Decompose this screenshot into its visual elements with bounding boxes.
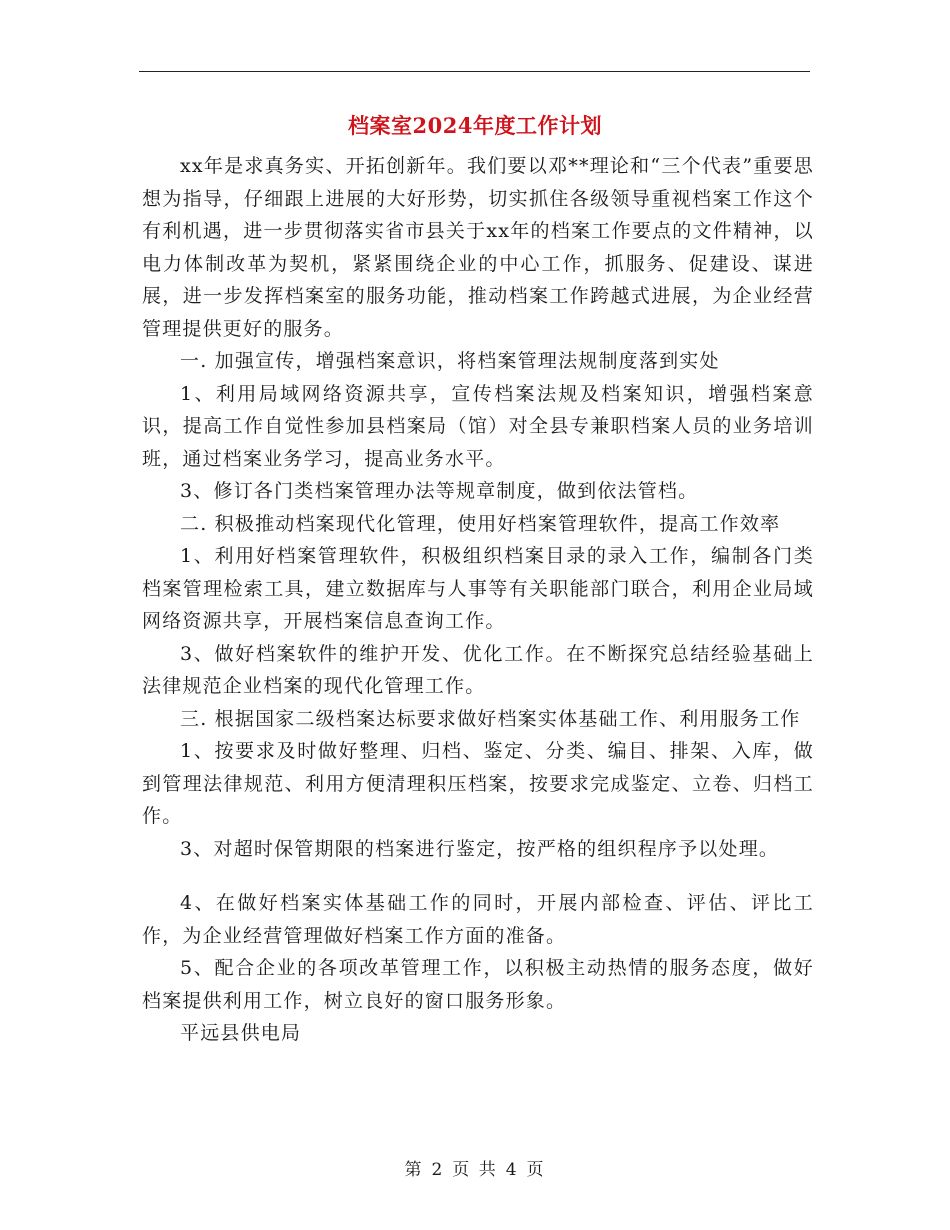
footer-middle: 页 共: [452, 1160, 498, 1180]
document-title: 档案室2024年度工作计划: [348, 113, 602, 138]
footer-prefix: 第: [404, 1160, 424, 1180]
paragraph-item: 1、按要求及时做好整理、归档、鉴定、分类、编目、排架、入库，做到管理法律规范、利用方便清理积压档案，按要求完成鉴定、立卷、归档工作。: [142, 740, 814, 827]
footer-suffix: 页: [526, 1160, 546, 1180]
document-body: [142, 150, 814, 1050]
header-rule: [139, 71, 810, 72]
paragraph-item: 4、在做好档案实体基础工作的同时，开展内部检查、评估、评比工作，为企业经营管理做好档案工作方面的准备。: [142, 892, 814, 947]
signature-organization: 平远县供电局: [180, 1022, 302, 1044]
paragraph-item: 1、利用局域网络资源共享，宣传档案法规及档案知识，增强档案意识，提高工作自觉性参加县档案局（馆）对全县专兼职档案人员的业务培训班，通过档案业务学习，提高业务水平。: [142, 382, 814, 470]
paragraph-item: 3、对超时保管期限的档案进行鉴定，按严格的组织程序予以处理。: [180, 837, 780, 860]
paragraph-item: 5、配合企业的各项改革管理工作，以积极主动热情的服务态度，做好档案提供利用工作，树立良好的窗口服务形象。: [142, 957, 814, 1012]
section-heading-1: 一. 加强宣传，增强档案意识，将档案管理法规制度落到实处: [180, 350, 720, 372]
page-footer: [0, 1155, 950, 1180]
current-page-number: 2: [431, 1160, 445, 1180]
paragraph-item: 3、修订各门类档案管理办法等规章制度，做到依法管档。: [180, 480, 699, 502]
paragraph-item: 3、做好档案软件的维护开发、优化工作。在不断探究总结经验基础上法律规范企业档案的现代化管理工作。: [142, 642, 814, 697]
section-heading-3: 三. 根据国家二级档案达标要求做好档案实体基础工作、利用服务工作: [180, 707, 801, 730]
paragraph-item: 1、利用好档案管理软件，积极组织档案目录的录入工作，编制各门类档案管理检索工具，建立数据库与人事等有关职能部门联合，利用企业局域网络资源共享，开展档案信息查询工作。: [142, 545, 814, 632]
section-heading-2: 二. 积极推动档案现代化管理，使用好档案管理软件，提高工作效率: [180, 512, 781, 535]
total-page-count: 4: [505, 1160, 519, 1180]
paragraph-intro: xx年是求真务实、开拓创新年。我们要以邓**理论和“三个代表”重要思想为指导，仔细跟上进展的大好形势，切实抓住各级领导重视档案工作这个有利机遇，进一步贯彻落实省市县关于xx年的档案工作要点的文件精神，以电力体制改革为契机，紧紧围绕企业的中心工作，抓服务、促建设、谋进展，进一步发挥档案室的服务功能，推动档案工作跨越式进展，为企业经营管理提供更好的服务。: [142, 155, 814, 340]
